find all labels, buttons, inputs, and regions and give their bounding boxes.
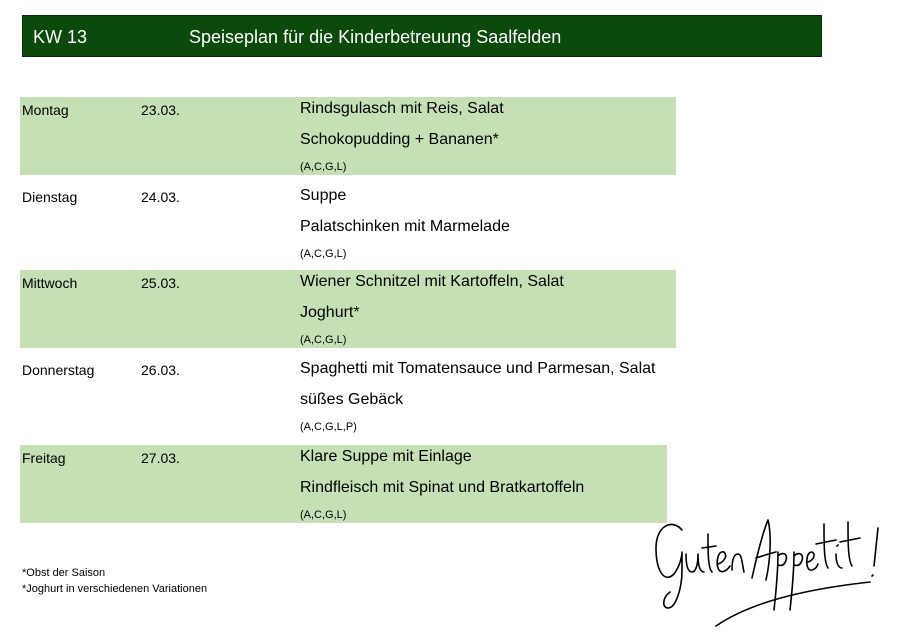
menu-row-thursday: [20, 357, 676, 435]
menu-row-monday: [20, 97, 676, 175]
main-dish: Wiener Schnitzel mit Kartoffeln, Salat: [300, 273, 564, 290]
page-title: Speiseplan für die Kinderbetreuung Saalfelden: [189, 27, 562, 47]
week-label: KW 13: [33, 27, 88, 47]
dessert: Rindfleisch mit Spinat und Bratkartoffeln: [300, 479, 585, 496]
day-date: 24.03.: [141, 189, 180, 205]
day-name: Mittwoch: [22, 275, 78, 291]
dessert: Joghurt*: [300, 304, 360, 321]
main-dish: Rindsgulasch mit Reis, Salat: [300, 100, 504, 117]
allergen-codes: (A,C,G,L): [300, 248, 347, 260]
menu-row-tuesday: [20, 184, 676, 262]
signature-guten-appetit: [648, 508, 893, 633]
allergen-codes: (A,C,G,L): [300, 334, 347, 346]
main-dish: Suppe: [300, 187, 347, 204]
allergen-codes: (A,C,G,L): [300, 161, 347, 173]
dessert: Schokopudding + Bananen*: [300, 131, 499, 148]
day-date: 26.03.: [141, 362, 180, 378]
header-bar: [22, 15, 822, 57]
allergen-codes: (A,C,G,L,P): [300, 421, 357, 433]
footnote-fruit: *Obst der Saison: [22, 567, 106, 579]
main-dish: Spaghetti mit Tomatensauce und Parmesan, Salat: [300, 360, 656, 377]
day-date: 27.03.: [141, 450, 180, 466]
day-date: 23.03.: [141, 102, 180, 118]
day-name: Dienstag: [22, 189, 78, 205]
day-name: Donnerstag: [22, 362, 95, 378]
footnote-yogurt: *Joghurt in verschiedenen Variationen: [22, 583, 208, 595]
dessert: Palatschinken mit Marmelade: [300, 218, 510, 235]
menu-row-wednesday: [20, 270, 676, 348]
dessert: süßes Gebäck: [300, 391, 404, 408]
day-name: Freitag: [22, 450, 66, 466]
day-date: 25.03.: [141, 275, 180, 291]
menu-row-friday: [20, 445, 667, 523]
allergen-codes: (A,C,G,L): [300, 509, 347, 521]
main-dish: Klare Suppe mit Einlage: [300, 448, 472, 465]
day-name: Montag: [22, 102, 69, 118]
